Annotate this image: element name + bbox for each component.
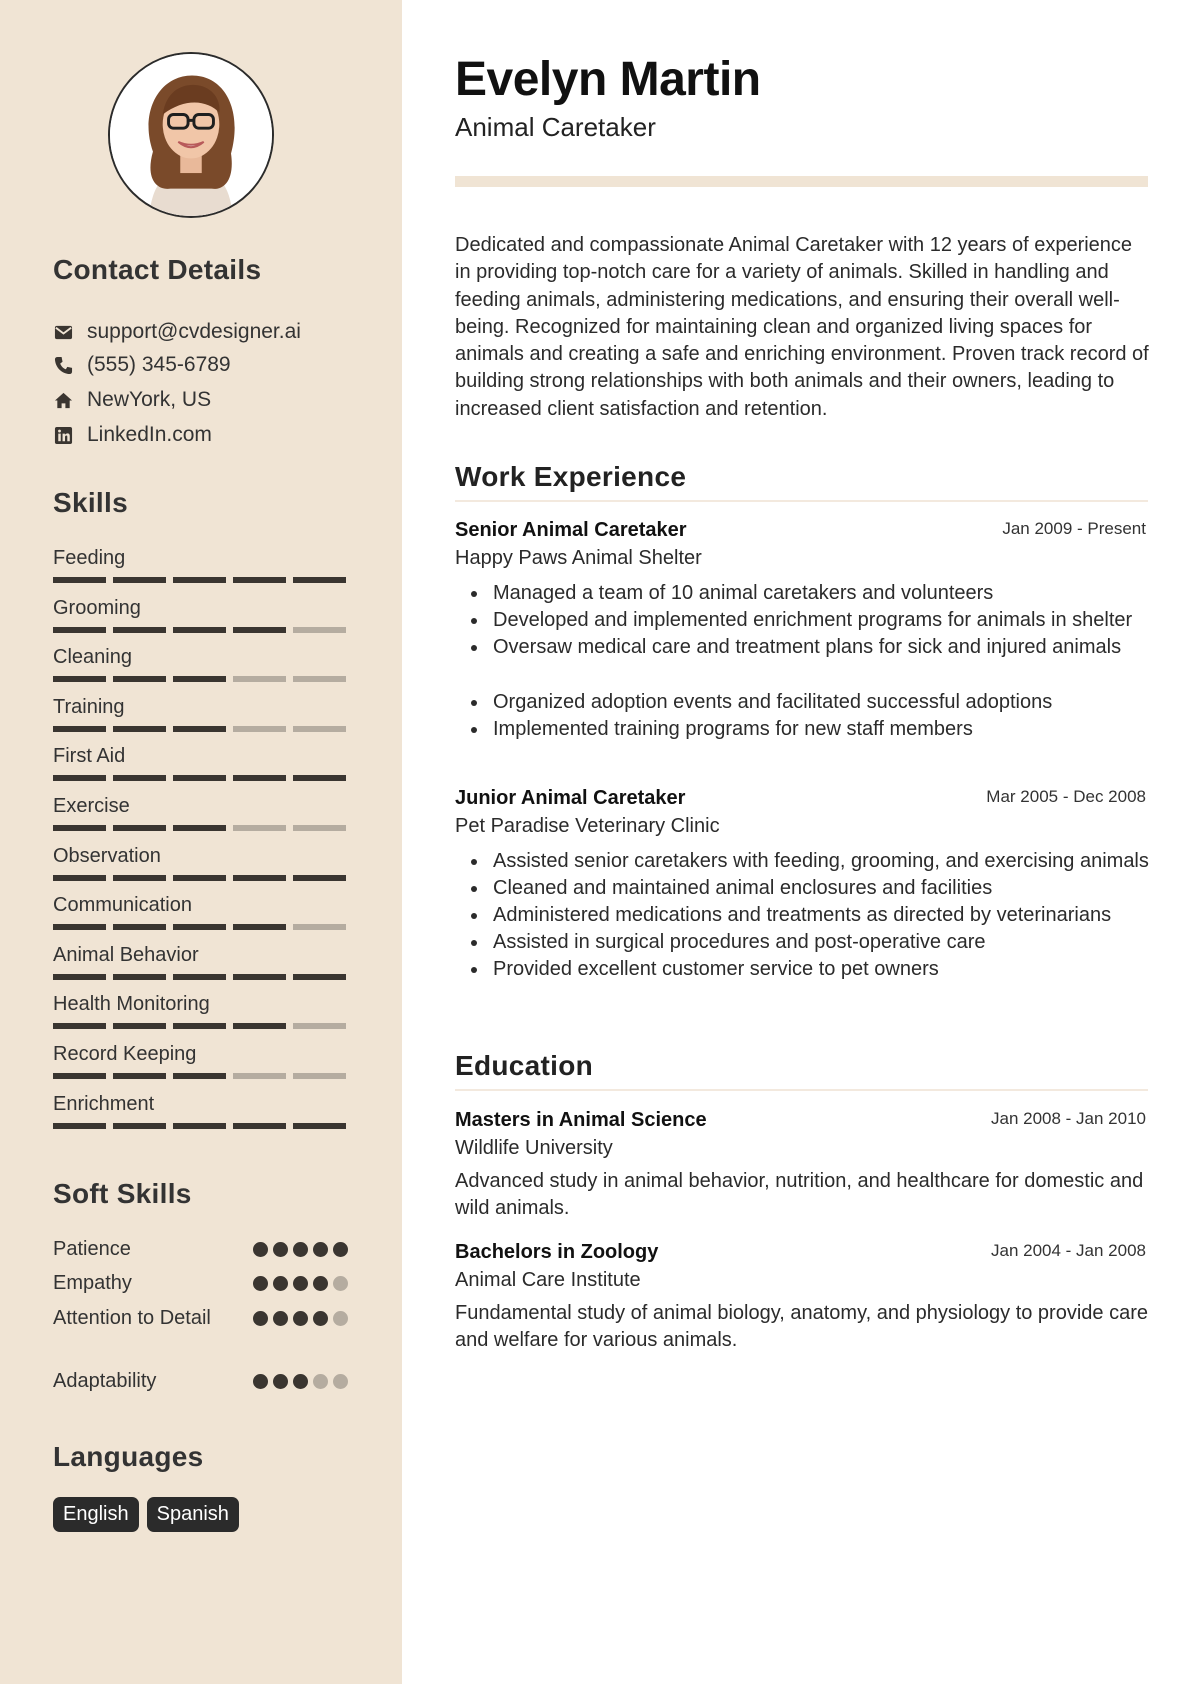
skill-level-segment <box>233 1023 286 1029</box>
skill-label: Grooming <box>53 596 141 619</box>
profile-summary: Dedicated and compassionate Animal Caretaker with 12 years of experience in providing top-notch care for a variety of animals. Skilled in handling and feeding animals, administering medications, and ensuring their overall well-being. Recognized for maintaining clean and organized living spaces for animals and creating a safe and enriching environment. Proven track record of building strong relationships with both animals and their owners, leading to increased client satisfaction and retention. <box>455 234 1149 420</box>
skill-level-segment <box>233 1073 286 1079</box>
rating-dot <box>293 1242 308 1257</box>
phone-text: (555) 345-6789 <box>87 353 231 376</box>
skill-item <box>53 942 348 980</box>
skill-level-segment <box>53 577 106 583</box>
skill-label: Observation <box>53 844 161 867</box>
skill-level-segment <box>173 676 226 682</box>
skill-level-segment <box>233 726 286 732</box>
contact-phone[interactable] <box>53 350 231 380</box>
rating-dot <box>293 1374 308 1389</box>
bullet-item: Assisted senior caretakers with feeding, grooming, and exercising animals <box>455 848 1150 875</box>
education-school: Animal Care Institute <box>455 1269 641 1291</box>
contact-location <box>53 385 211 415</box>
skill-label: Exercise <box>53 795 130 817</box>
skill-level-segment <box>293 577 346 583</box>
soft-skill-item <box>53 1235 348 1263</box>
skill-label: Animal Behavior <box>53 943 199 966</box>
skill-level-segment <box>53 775 106 781</box>
bullet-item: Administered medications and treatments as directed by veterinarians <box>455 902 1150 929</box>
bullet-item: Managed a team of 10 animal caretakers and volunteers <box>455 580 1150 607</box>
rating-dot <box>253 1276 268 1291</box>
bullet-item: Implemented training programs for new staff members <box>455 716 1150 743</box>
soft-skills-heading: Soft Skills <box>53 1178 192 1209</box>
bullet-item: Provided excellent customer service to pet owners <box>455 956 1150 983</box>
skill-level-segment <box>173 627 226 633</box>
contact-linkedin[interactable] <box>53 420 212 450</box>
soft-skill-label: Patience <box>53 1238 131 1260</box>
skill-level-segment <box>173 726 226 732</box>
soft-skill-rating <box>253 1374 348 1389</box>
accent-divider <box>455 176 1148 187</box>
education-heading: Education <box>455 1050 594 1081</box>
education-degree: Bachelors in Zoology <box>455 1241 659 1263</box>
skill-label: Training <box>53 695 125 718</box>
bullet-item: Developed and implemented enrichment programs for animals in shelter <box>455 607 1150 634</box>
skill-level-segment <box>233 825 286 831</box>
skill-level-segment <box>53 1123 106 1129</box>
skill-level-bars <box>53 577 348 583</box>
rating-dot <box>333 1311 348 1326</box>
skill-level-segment <box>113 577 166 583</box>
skill-level-segment <box>293 1023 346 1029</box>
work-heading: Work Experience <box>455 461 687 492</box>
job-organization: Pet Paradise Veterinary Clinic <box>455 815 720 837</box>
skill-level-segment <box>173 825 226 831</box>
skill-level-bars <box>53 1073 348 1079</box>
skill-level-bars <box>53 825 348 831</box>
skill-level-segment <box>293 825 346 831</box>
skill-level-bars <box>53 1123 348 1129</box>
skill-level-segment <box>293 974 346 980</box>
skill-level-segment <box>113 1023 166 1029</box>
skill-level-segment <box>53 825 106 831</box>
job-bullets <box>455 848 1150 983</box>
rating-dot <box>253 1242 268 1257</box>
skill-item <box>53 793 348 831</box>
bullet-item: Oversaw medical care and treatment plans for sick and injured animals <box>455 634 1150 661</box>
skill-label: Feeding <box>53 547 126 569</box>
skill-item <box>53 644 348 682</box>
language-pill: English <box>53 1497 139 1532</box>
soft-skill-item <box>53 1304 348 1332</box>
skill-level-bars <box>53 1023 348 1029</box>
skill-label: Communication <box>53 894 192 917</box>
rating-dot <box>313 1311 328 1326</box>
skill-level-segment <box>53 974 106 980</box>
contact-heading: Contact Details <box>53 254 262 285</box>
skills-heading: Skills <box>53 487 128 518</box>
skill-item <box>53 843 348 881</box>
skill-level-segment <box>113 775 166 781</box>
skill-level-bars <box>53 924 348 930</box>
skill-level-segment <box>173 924 226 930</box>
phone-icon <box>53 355 73 375</box>
skill-item <box>53 1091 348 1129</box>
job-dates: Mar 2005 - Dec 2008 <box>986 787 1146 806</box>
skill-level-segment <box>293 775 346 781</box>
skill-level-segment <box>233 577 286 583</box>
rating-dot <box>333 1242 348 1257</box>
skill-level-segment <box>233 1123 286 1129</box>
skill-item <box>53 694 348 732</box>
skill-level-segment <box>173 974 226 980</box>
rating-dot <box>273 1242 288 1257</box>
skill-level-segment <box>293 1123 346 1129</box>
skill-level-segment <box>113 1073 166 1079</box>
education-description: Fundamental study of animal biology, anatomy, and physiology to provide care and welfare for various animals. <box>455 1302 1148 1351</box>
language-pill: Spanish <box>147 1497 239 1532</box>
skill-level-bars <box>53 875 348 881</box>
candidate-name: Evelyn Martin <box>455 53 761 106</box>
skill-level-segment <box>233 775 286 781</box>
education-description: Advanced study in animal behavior, nutrition, and healthcare for domestic and wild animals. <box>455 1170 1144 1219</box>
home-icon <box>53 390 73 410</box>
languages-list <box>53 1497 239 1532</box>
rating-dot <box>253 1311 268 1326</box>
linkedin-icon <box>53 425 73 445</box>
skill-level-segment <box>53 1023 106 1029</box>
rating-dot <box>333 1374 348 1389</box>
main-content <box>402 0 1200 1684</box>
skill-level-segment <box>173 577 226 583</box>
skill-label: Cleaning <box>53 646 132 669</box>
skill-label: First Aid <box>53 745 126 768</box>
rating-dot <box>273 1374 288 1389</box>
skill-level-segment <box>293 726 346 732</box>
soft-skill-rating <box>253 1242 348 1257</box>
education-degree: Masters in Animal Science <box>455 1109 707 1131</box>
contact-email[interactable] <box>53 317 301 347</box>
linkedin-text: LinkedIn.com <box>87 423 212 446</box>
skill-level-segment <box>113 875 166 881</box>
skill-level-bars <box>53 974 348 980</box>
skill-level-segment <box>233 627 286 633</box>
bullet-item: Assisted in surgical procedures and post-operative care <box>455 929 1150 956</box>
job-dates: Jan 2009 - Present <box>1002 519 1146 538</box>
skill-level-segment <box>53 875 106 881</box>
skill-level-segment <box>53 924 106 930</box>
skill-level-segment <box>233 924 286 930</box>
skill-level-segment <box>173 1073 226 1079</box>
sidebar <box>0 0 402 1684</box>
skill-level-segment <box>293 924 346 930</box>
rating-dot <box>293 1276 308 1291</box>
soft-skill-rating <box>253 1276 348 1291</box>
education-dates: Jan 2008 - Jan 2010 <box>990 1109 1146 1128</box>
skill-label: Record Keeping <box>53 1043 197 1065</box>
skill-level-bars <box>53 676 348 682</box>
soft-skill-rating <box>253 1311 348 1326</box>
skill-item <box>53 743 348 781</box>
skill-level-segment <box>293 627 346 633</box>
location-text: NewYork, US <box>87 388 212 411</box>
soft-skill-item <box>53 1367 348 1395</box>
skill-level-segment <box>233 875 286 881</box>
skill-level-segment <box>53 627 106 633</box>
rating-dot <box>313 1276 328 1291</box>
job-organization: Happy Paws Animal Shelter <box>455 547 702 569</box>
skill-level-segment <box>173 775 226 781</box>
job-bullets <box>455 580 1150 743</box>
skill-level-segment <box>113 676 166 682</box>
job-title: Junior Animal Caretaker <box>455 787 686 809</box>
skill-level-bars <box>53 775 348 781</box>
skill-level-segment <box>113 924 166 930</box>
profile-photo <box>108 52 274 218</box>
skill-level-segment <box>293 676 346 682</box>
section-divider <box>455 500 1148 502</box>
envelope-icon <box>53 322 73 342</box>
soft-skill-label: Adaptability <box>53 1370 157 1392</box>
skill-label: Enrichment <box>53 1092 155 1115</box>
skill-level-bars <box>53 726 348 732</box>
education-school: Wildlife University <box>455 1137 613 1159</box>
skill-level-segment <box>53 676 106 682</box>
rating-dot <box>293 1311 308 1326</box>
soft-skill-label: Empathy <box>53 1272 132 1294</box>
skill-level-segment <box>113 627 166 633</box>
education-dates: Jan 2004 - Jan 2008 <box>990 1241 1146 1260</box>
skill-item <box>53 595 348 633</box>
email-text: support@cvdesigner.ai <box>87 320 301 343</box>
candidate-title: Animal Caretaker <box>455 112 656 142</box>
section-divider <box>455 1089 1148 1091</box>
rating-dot <box>273 1276 288 1291</box>
skill-level-segment <box>113 974 166 980</box>
rating-dot <box>313 1374 328 1389</box>
skill-level-segment <box>53 726 106 732</box>
skill-level-segment <box>173 1123 226 1129</box>
skill-level-segment <box>233 676 286 682</box>
skill-level-segment <box>113 825 166 831</box>
bullet-item: Organized adoption events and facilitated successful adoptions <box>455 689 1150 716</box>
soft-skill-label: Attention to Detail <box>53 1307 211 1329</box>
soft-skill-item <box>53 1269 348 1297</box>
skill-item <box>53 991 348 1029</box>
skill-level-segment <box>293 875 346 881</box>
skill-level-segment <box>173 1023 226 1029</box>
rating-dot <box>333 1276 348 1291</box>
skill-item <box>53 892 348 930</box>
bullet-item: Cleaned and maintained animal enclosures and facilities <box>455 875 1150 902</box>
rating-dot <box>253 1374 268 1389</box>
skill-label: Health Monitoring <box>53 993 210 1016</box>
skill-level-segment <box>53 1073 106 1079</box>
skill-level-segment <box>113 726 166 732</box>
skill-level-segment <box>173 875 226 881</box>
skill-item <box>53 545 348 583</box>
job-title: Senior Animal Caretaker <box>455 519 687 541</box>
skill-level-bars <box>53 627 348 633</box>
skill-level-segment <box>113 1123 166 1129</box>
rating-dot <box>273 1311 288 1326</box>
skill-level-segment <box>233 974 286 980</box>
languages-heading: Languages <box>53 1441 204 1472</box>
skill-item <box>53 1041 348 1079</box>
rating-dot <box>313 1242 328 1257</box>
skill-level-segment <box>293 1073 346 1079</box>
